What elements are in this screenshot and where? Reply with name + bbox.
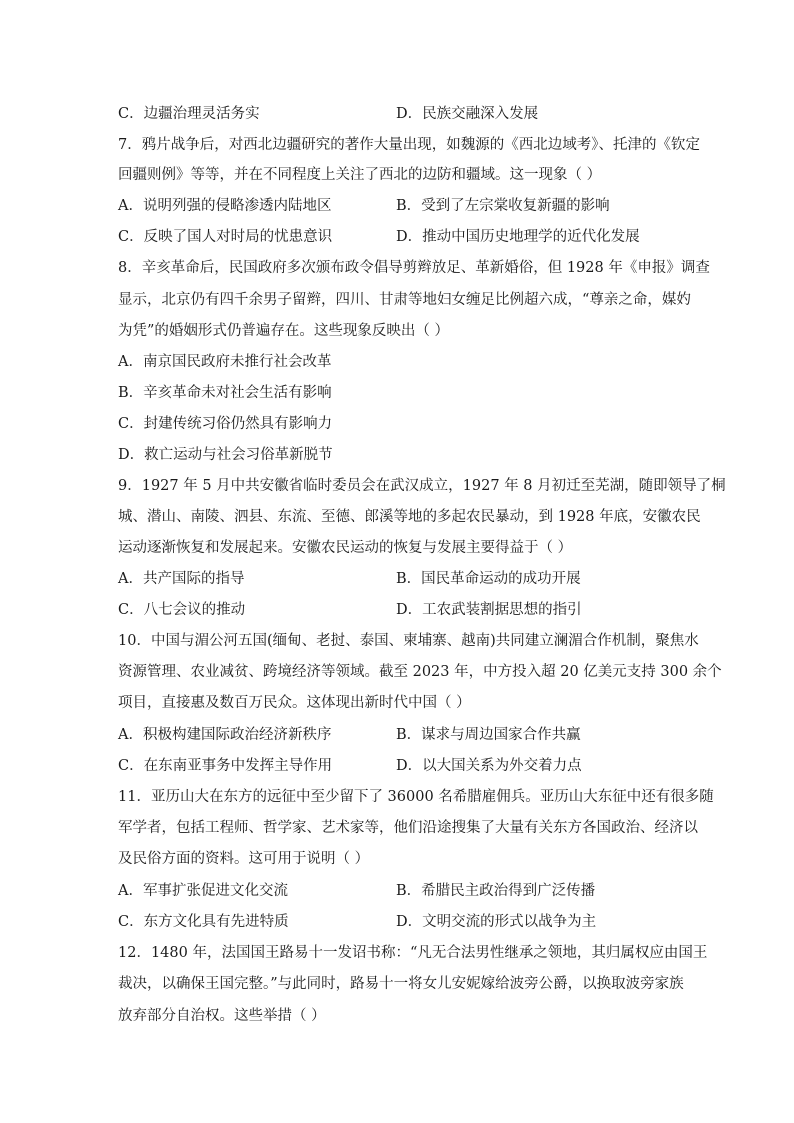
q12-stem-line-2: 裁决，以确保王国完整。”与此同时，路易十一将女儿安妮嫁给波旁公爵，以换取波旁家族 [118, 976, 684, 992]
q8-option-d: D．救亡运动与社会习俗革新脱节 [118, 447, 333, 463]
q10-option-c: C．在东南亚事务中发挥主导作用 [118, 758, 333, 774]
q7-option-a: A．说明列强的侵略渗透内陆地区 [118, 198, 332, 214]
q8-stem-line-1: 8．辛亥革命后，民国政府多次颁布政令倡导剪辫放足、革新婚俗，但 1928 年《申报》调查 [118, 260, 710, 276]
q9-option-b: B．国民革命运动的成功开展 [396, 571, 581, 587]
q7-option-b: B．受到了左宗棠收复新疆的影响 [396, 198, 610, 214]
q11-stem-line-1: 11．亚历山大在东方的远征中至少留下了 36000 名希腊雇佣兵。亚历山大东征中还有很多随 [118, 789, 714, 805]
q10-stem-line-1: 10．中国与湄公河五国(缅甸、老挝、泰国、柬埔寨、越南)共同建立澜湄合作机制，聚焦水 [118, 633, 699, 649]
q11-option-a: A．军事扩张促进文化交流 [118, 883, 288, 899]
q8-stem-line-3: 为凭”的婚姻形式仍普遍存在。这些现象反映出（ ） [118, 323, 450, 339]
q12-stem-line-3: 放弃部分自治权。这些举措（ ） [118, 1008, 326, 1024]
q11-stem-line-2: 军学者，包括工程师、哲学家、艺术家等，他们沿途搜集了大量有关东方各国政治、经济以 [118, 820, 698, 836]
q10-option-a: A．积极构建国际政治经济新秩序 [118, 727, 332, 743]
q9-option-c: C．八七会议的推动 [118, 602, 246, 618]
q6-option-c: C．边疆治理灵活务实 [118, 106, 260, 122]
q7-stem-line-2: 回疆则例》等等，并在不同程度上关注了西北的边防和疆域。这一现象（ ） [118, 167, 602, 183]
q8-option-c: C．封建传统习俗仍然具有影响力 [118, 416, 333, 432]
q9-stem-line-2: 城、潜山、南陵、泗县、东流、至德、郎溪等地的多起农民暴动，到 1928 年底，安徽农民 [118, 509, 701, 525]
q7-option-d: D．推动中国历史地理学的近代化发展 [396, 229, 640, 245]
q10-stem-line-2: 资源管理、农业减贫、跨境经济等领域。截至 2023 年，中方投入超 20 亿美元支持 300 余个 [118, 664, 722, 680]
q10-option-b: B．谋求与周边国家合作共赢 [396, 727, 581, 743]
q6-option-d: D．民族交融深入发展 [396, 106, 539, 122]
q10-option-d: D．以大国关系为外交着力点 [396, 758, 582, 774]
q7-stem-line-1: 7．鸦片战争后，对西北边疆研究的著作大量出现，如魏源的《西北边域考》、托津的《钦定 [118, 137, 700, 153]
q9-option-a: A．共产国际的指导 [118, 571, 245, 587]
q9-stem-line-3: 运动逐渐恢复和发展起来。安徽农民运动的恢复与发展主要得益于（ ） [118, 540, 573, 556]
q11-option-c: C．东方文化具有先进特质 [118, 914, 289, 930]
q9-option-d: D．工农武装割据思想的指引 [396, 602, 582, 618]
q8-option-a: A．南京国民政府未推行社会改革 [118, 354, 332, 370]
q8-option-b: B．辛亥革命未对社会生活有影响 [118, 385, 332, 401]
q11-option-d: D．文明交流的形式以战争为主 [396, 914, 597, 930]
q11-stem-line-3: 及民俗方面的资料。这可用于说明（ ） [118, 851, 370, 867]
q9-stem-line-1: 9．1927 年 5 月中共安徽省临时委员会在武汉成立，1927 年 8 月初迁至芜湖，随即领导了桐 [118, 478, 726, 494]
q10-stem-line-3: 项目，直接惠及数百万民众。这体现出新时代中国（ ） [118, 695, 471, 711]
q8-stem-line-2: 显示，北京仍有四千余男子留辫，四川、甘肃等地妇女缠足比例超六成，“尊亲之命，媒妁 [118, 292, 691, 308]
q12-stem-line-1: 12．1480 年，法国国王路易十一发诏书称：“凡无合法男性继承之领地，其归属权应由国王 [118, 945, 708, 961]
q7-option-c: C．反映了国人对时局的忧患意识 [118, 229, 333, 245]
q11-option-b: B．希腊民主政治得到广泛传播 [396, 883, 596, 899]
